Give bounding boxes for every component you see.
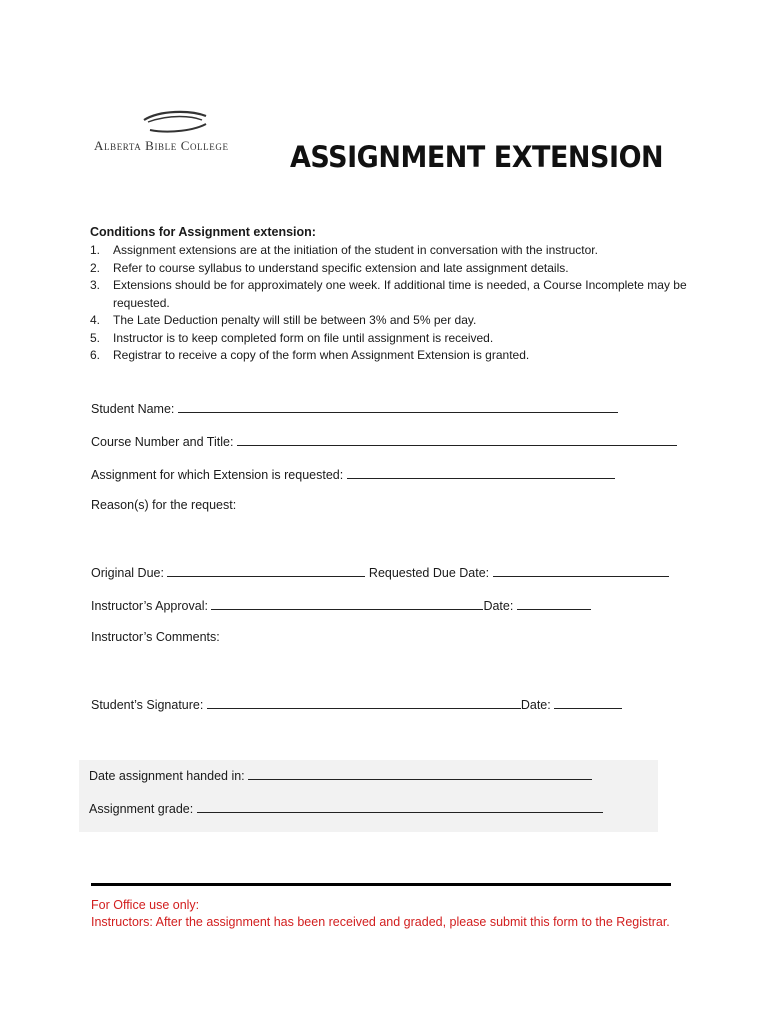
student-name-label: Student Name: [91, 402, 175, 416]
condition-item: 6. Registrar to receive a copy of the form when Assignment Extension is granted. [90, 348, 530, 362]
condition-item: 1. Assignment extensions are at the initiation of the student in conversation with the instructor. [90, 243, 598, 257]
assignment-grade-label: Assignment grade: [89, 802, 194, 816]
college-logo [92, 98, 262, 168]
student-signature-label: Student’s Signature: [91, 698, 204, 712]
original-due-label: Original Due: [91, 566, 164, 580]
condition-item: 2. Refer to course syllabus to understand specific extension and late assignment details. [90, 260, 569, 275]
office-use-label: For Office use only: [91, 898, 200, 912]
condition-item: 3. Extensions should be for approximately one week. If additional time is needed, a Course Incomplete may be requested. [90, 278, 687, 310]
course-label: Course Number and Title: [91, 435, 234, 449]
assignment-field[interactable] [91, 466, 615, 482]
student-name-field[interactable] [91, 400, 618, 416]
instructor-approval-line[interactable] [211, 597, 483, 610]
approval-date-label: Date: [483, 599, 514, 613]
conditions-list [90, 242, 690, 365]
signature-date-line[interactable] [554, 696, 622, 709]
assignment-line[interactable] [347, 466, 615, 479]
logo-text: Alberta Bible College [94, 138, 229, 153]
instructor-comments-label: Instructor’s Comments: [91, 630, 220, 644]
office-instructions: Instructors: After the assignment has been received and graded, please submit this form to the Registrar. [91, 915, 670, 929]
approval-date-line[interactable] [517, 597, 591, 610]
due-dates-row[interactable] [91, 564, 669, 580]
instructor-approval-row[interactable] [91, 597, 591, 613]
conditions-heading: Conditions for Assignment extension: [90, 225, 316, 239]
logo-swoosh-icon [140, 108, 210, 136]
date-handed-in-field[interactable] [89, 767, 592, 783]
date-handed-in-line[interactable] [248, 767, 592, 780]
date-handed-in-label: Date assignment handed in: [89, 769, 245, 783]
condition-item: 4. The Late Deduction penalty will still be between 3% and 5% per day. [90, 313, 477, 327]
assignment-grade-line[interactable] [197, 800, 603, 813]
requested-due-label: Requested Due Date: [368, 566, 490, 580]
course-line[interactable] [237, 433, 677, 446]
instructor-approval-label: Instructor’s Approval: [91, 599, 208, 613]
course-field[interactable] [91, 433, 677, 449]
signature-date-label: Date: [520, 698, 551, 712]
assignment-label: Assignment for which Extension is requested: [91, 468, 344, 482]
reasons-label: Reason(s) for the request: [91, 498, 237, 512]
divider [91, 883, 671, 886]
student-signature-line[interactable] [207, 696, 521, 709]
requested-due-line[interactable] [493, 564, 669, 577]
reasons-field[interactable] [91, 498, 236, 512]
instructor-comments-field[interactable] [91, 630, 220, 644]
assignment-grade-field[interactable] [89, 800, 603, 816]
page-title: ASSIGNMENT EXTENSION [290, 140, 664, 174]
condition-item: 5. Instructor is to keep completed form on file until assignment is received. [90, 330, 494, 345]
original-due-line[interactable] [167, 564, 365, 577]
student-signature-row[interactable] [91, 696, 622, 712]
student-name-line[interactable] [178, 400, 618, 413]
